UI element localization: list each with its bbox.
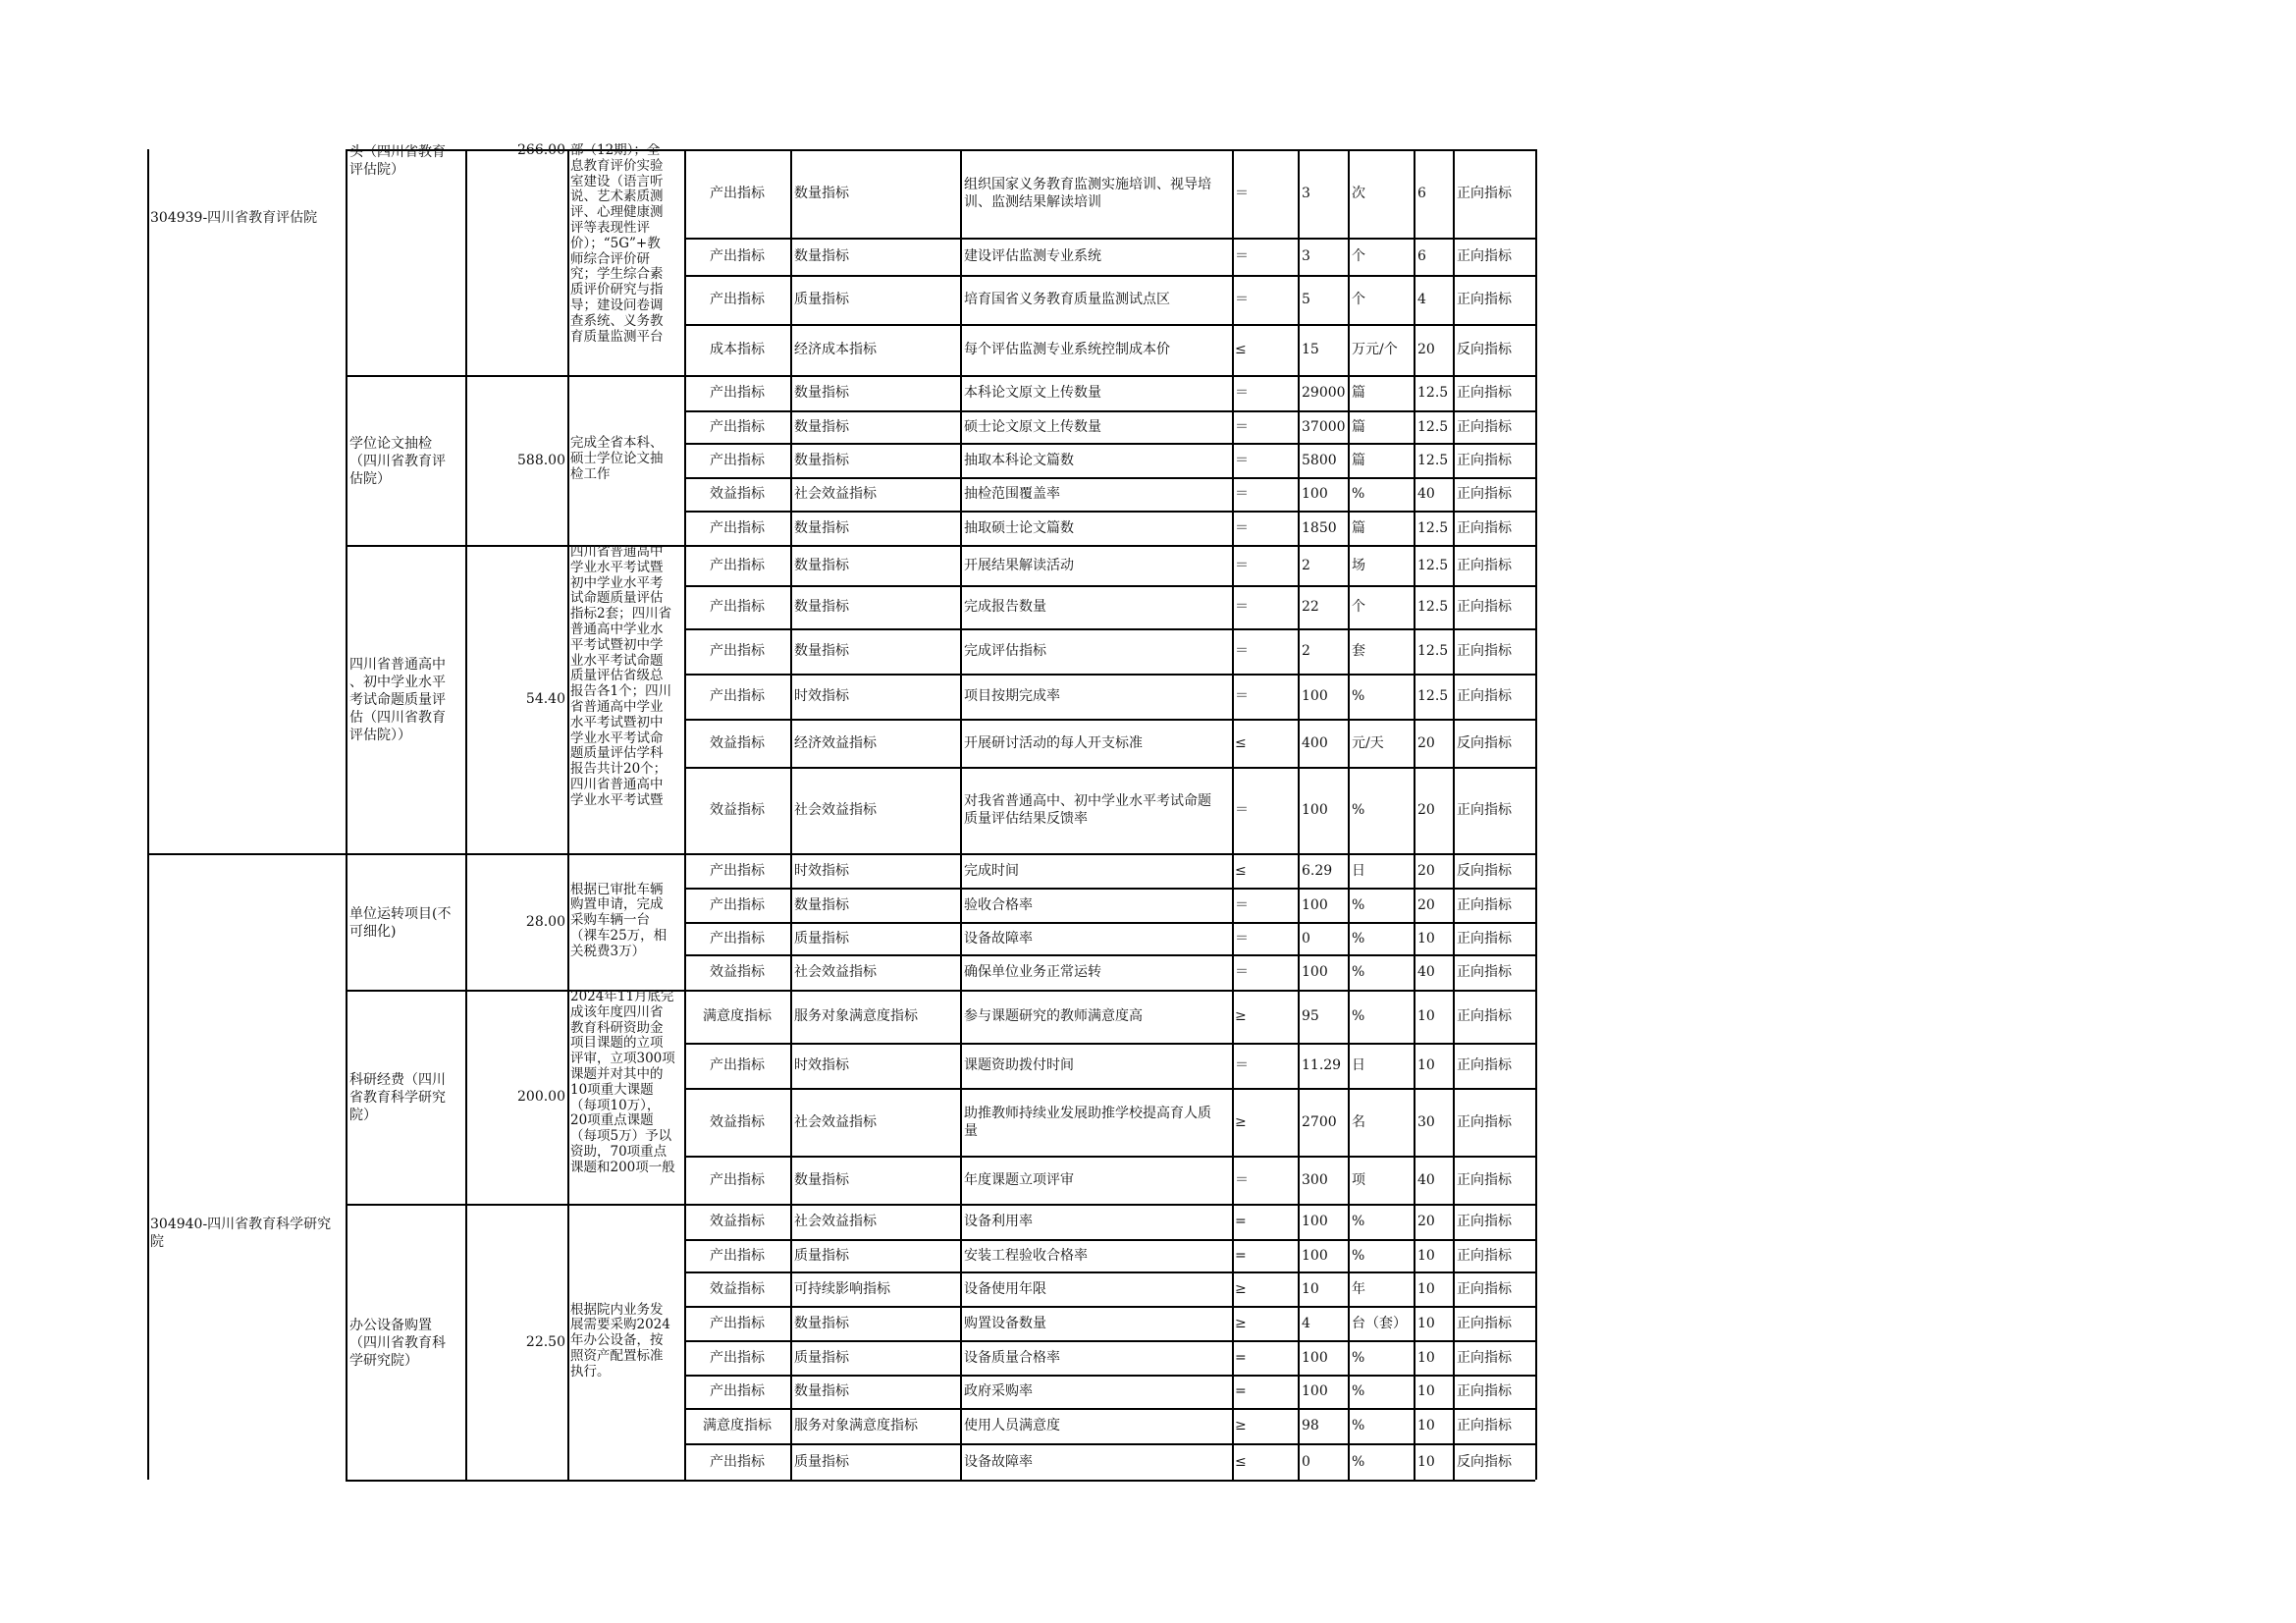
indicator-operator: ≥ — [1235, 1113, 1247, 1130]
indicator-level2: 数量指标 — [794, 385, 849, 401]
indicator-unit: 个 — [1352, 292, 1365, 307]
indicator-value: 100 — [1302, 1349, 1328, 1366]
indicator-weight: 20 — [1417, 802, 1435, 818]
grid-line — [790, 149, 792, 1480]
indicator-weight: 30 — [1417, 1113, 1435, 1130]
indicator-level1: 产出指标 — [710, 1171, 765, 1188]
indicator-weight: 20 — [1417, 734, 1435, 751]
indicator-unit: 个 — [1352, 599, 1365, 615]
indicator-level2: 社会效益指标 — [794, 964, 877, 980]
indicator-level1: 效益指标 — [710, 734, 765, 751]
indicator-weight: 40 — [1417, 486, 1435, 502]
indicator-name: 设备故障率 — [964, 930, 1033, 947]
indicator-weight: 10 — [1417, 1247, 1435, 1264]
indicator-value: 5800 — [1302, 452, 1337, 468]
indicator-name: 对我省普通高中、初中学业水平考试命题 质量评估结果反馈率 — [964, 793, 1211, 827]
indicator-name: 开展研讨活动的每人开支标准 — [964, 734, 1143, 751]
grid-line — [147, 853, 346, 855]
indicator-operator: ＝ — [1235, 418, 1249, 435]
indicator-value: 2 — [1302, 557, 1310, 573]
indicator-level1: 产出指标 — [710, 186, 765, 201]
project-name: 科研经费（四川 省教育科学研究 院） — [349, 1072, 446, 1123]
indicator-operator: ＝ — [1235, 896, 1249, 913]
indicator-value: 100 — [1302, 964, 1328, 980]
indicator-level1: 产出指标 — [710, 896, 765, 913]
grid-line — [567, 149, 569, 1480]
project-description: 完成全省本科、 硕士学位论文抽 检工作 — [570, 435, 664, 482]
indicator-value: 100 — [1302, 486, 1328, 502]
indicator-unit: 万元/个 — [1352, 342, 1398, 357]
indicator-name: 培育国省义务教育质量监测试点区 — [964, 292, 1170, 307]
indicator-unit: % — [1352, 688, 1365, 704]
indicator-direction: 反向指标 — [1457, 734, 1512, 751]
indicator-weight: 12.5 — [1417, 385, 1449, 401]
indicator-level1: 产出指标 — [710, 688, 765, 704]
indicator-level1: 效益指标 — [710, 1280, 765, 1297]
indicator-direction: 反向指标 — [1457, 1453, 1512, 1470]
indicator-level1: 产出指标 — [710, 248, 765, 264]
indicator-unit: % — [1352, 964, 1365, 980]
indicator-direction: 正向指标 — [1457, 896, 1512, 913]
indicator-unit: 元/天 — [1352, 734, 1384, 751]
indicator-unit: 个 — [1352, 248, 1365, 264]
indicator-level2: 服务对象满意度指标 — [794, 1418, 918, 1434]
indicator-level1: 效益指标 — [710, 486, 765, 502]
indicator-name: 每个评估监测专业系统控制成本价 — [964, 342, 1170, 357]
indicator-level2: 时效指标 — [794, 688, 849, 704]
indicator-operator: ＝ — [1235, 1057, 1249, 1073]
indicator-unit: 场 — [1352, 557, 1365, 573]
indicator-value: 5 — [1302, 292, 1310, 307]
indicator-name: 完成评估指标 — [964, 643, 1046, 659]
indicator-level1: 产出指标 — [710, 1057, 765, 1073]
indicator-value: 2 — [1302, 643, 1310, 659]
indicator-level2: 经济成本指标 — [794, 342, 877, 357]
indicator-unit: % — [1352, 1247, 1365, 1264]
indicator-name: 建设评估监测专业系统 — [964, 248, 1101, 264]
indicator-name: 完成报告数量 — [964, 599, 1046, 615]
indicator-value: 300 — [1302, 1171, 1328, 1188]
indicator-unit: % — [1352, 1383, 1365, 1399]
grid-line — [1298, 149, 1300, 1480]
project-name: 办公设备购置 （四川省教育科 学研究院） — [349, 1317, 446, 1369]
indicator-level2: 数量指标 — [794, 599, 849, 615]
indicator-direction: 正向指标 — [1457, 599, 1512, 615]
indicator-name: 项目按期完成率 — [964, 688, 1060, 704]
indicator-value: 100 — [1302, 688, 1328, 704]
indicator-weight: 20 — [1417, 896, 1435, 913]
indicator-level1: 产出指标 — [710, 1315, 765, 1331]
indicator-level1: 产出指标 — [710, 599, 765, 615]
indicator-level1: 满意度指标 — [703, 1418, 772, 1434]
indicator-weight: 40 — [1417, 964, 1435, 980]
indicator-value: 0 — [1302, 930, 1310, 947]
indicator-level1: 产出指标 — [710, 930, 765, 947]
indicator-value: 2700 — [1302, 1113, 1337, 1130]
project-name: 四川省普通高中 、初中学业水平 考试命题质量评 估（四川省教育 评估院）） — [349, 657, 446, 743]
indicator-direction: 正向指标 — [1457, 1418, 1512, 1434]
indicator-value: 3 — [1302, 186, 1310, 201]
indicator-name: 年度课题立项评审 — [964, 1171, 1074, 1188]
indicator-value: 4 — [1302, 1315, 1310, 1331]
indicator-value: 11.29 — [1302, 1057, 1342, 1073]
indicator-value: 98 — [1302, 1418, 1319, 1434]
indicator-unit: % — [1352, 1418, 1365, 1434]
indicator-level2: 数量指标 — [794, 519, 849, 536]
indicator-level1: 效益指标 — [710, 802, 765, 818]
indicator-unit: 名 — [1352, 1113, 1365, 1130]
indicator-direction: 正向指标 — [1457, 557, 1512, 573]
indicator-name: 参与课题研究的教师满意度高 — [964, 1008, 1143, 1024]
indicator-level1: 产出指标 — [710, 385, 765, 401]
indicator-weight: 12.5 — [1417, 599, 1449, 615]
project-description: 2024年11月底完 成该年度四川省 教育科研资助金 项目课题的立项 评审，立项300项 课题并对其中的 10项重大课题 （每项10万）， 20项重点课题 （每项5万）予以 资助，70项重点 课题和200项一般 — [570, 990, 675, 1175]
indicator-level2: 质量指标 — [794, 1453, 849, 1470]
indicator-unit: 日 — [1352, 862, 1365, 879]
grid-line — [684, 1480, 1535, 1482]
indicator-direction: 正向指标 — [1457, 486, 1512, 502]
indicator-name: 硕士论文原文上传数量 — [964, 418, 1101, 435]
indicator-weight: 40 — [1417, 1171, 1435, 1188]
indicator-unit: % — [1352, 1008, 1365, 1024]
indicator-name: 组织国家义务教育监测实施培训、视导培 训、监测结果解读培训 — [964, 177, 1211, 210]
indicator-operator: ＝ — [1235, 599, 1249, 615]
indicator-operator: ＝ — [1235, 802, 1249, 818]
project-amount: 200.00 — [517, 1089, 565, 1105]
indicator-weight: 10 — [1417, 1349, 1435, 1366]
indicator-operator: ＝ — [1235, 385, 1249, 401]
indicator-direction: 正向指标 — [1457, 1113, 1512, 1130]
grid-line — [346, 149, 347, 1480]
indicator-direction: 正向指标 — [1457, 385, 1512, 401]
indicator-weight: 12.5 — [1417, 519, 1449, 536]
indicator-weight: 10 — [1417, 1057, 1435, 1073]
indicator-value: 3 — [1302, 248, 1310, 264]
indicator-level2: 社会效益指标 — [794, 802, 877, 818]
indicator-weight: 20 — [1417, 862, 1435, 879]
indicator-level2: 数量指标 — [794, 896, 849, 913]
indicator-operator: ≥ — [1235, 1280, 1247, 1297]
indicator-weight: 10 — [1417, 1280, 1435, 1297]
indicator-operator: ≥ — [1235, 1418, 1247, 1434]
indicator-unit: 项 — [1352, 1171, 1365, 1188]
indicator-operator: ≤ — [1235, 1453, 1247, 1470]
grid-line — [147, 149, 149, 1480]
indicator-level1: 产出指标 — [710, 1247, 765, 1264]
indicator-value: 400 — [1302, 734, 1328, 751]
indicator-level2: 数量指标 — [794, 418, 849, 435]
indicator-value: 0 — [1302, 1453, 1310, 1470]
indicator-direction: 正向指标 — [1457, 1057, 1512, 1073]
indicator-level1: 产出指标 — [710, 519, 765, 536]
indicator-unit: 篇 — [1352, 418, 1365, 435]
project-name: 头（四川省教育 评估院） — [349, 144, 446, 178]
indicator-value: 100 — [1302, 896, 1328, 913]
indicator-operator: ＝ — [1235, 248, 1249, 264]
indicator-unit: % — [1352, 802, 1365, 818]
indicator-operator: ＝ — [1235, 519, 1249, 536]
indicator-direction: 正向指标 — [1457, 1315, 1512, 1331]
indicator-name: 设备故障率 — [964, 1453, 1033, 1470]
indicator-weight: 12.5 — [1417, 688, 1449, 704]
indicator-unit: 次 — [1352, 186, 1365, 201]
indicator-level1: 效益指标 — [710, 1113, 765, 1130]
project-description: 根据已审批车辆 购置申请，完成 采购车辆一台 （裸车25万，相 关税费3万） — [570, 881, 667, 959]
indicator-name: 抽取本科论文篇数 — [964, 452, 1074, 468]
indicator-operator: ＝ — [1235, 1171, 1249, 1188]
indicator-level1: 产出指标 — [710, 557, 765, 573]
indicator-operator: ≤ — [1235, 734, 1247, 751]
indicator-level1: 成本指标 — [710, 342, 765, 357]
indicator-name: 使用人员满意度 — [964, 1418, 1060, 1434]
indicator-direction: 正向指标 — [1457, 519, 1512, 536]
indicator-name: 设备利用率 — [964, 1214, 1033, 1229]
indicator-level2: 数量指标 — [794, 557, 849, 573]
indicator-direction: 正向指标 — [1457, 418, 1512, 435]
indicator-unit: % — [1352, 930, 1365, 947]
indicator-value: 100 — [1302, 1214, 1328, 1229]
project-name: 单位运转项目(不 可细化) — [349, 905, 452, 940]
indicator-unit: 套 — [1352, 643, 1365, 659]
indicator-direction: 正向指标 — [1457, 964, 1512, 980]
indicator-level2: 可持续影响指标 — [794, 1280, 890, 1297]
indicator-level1: 产出指标 — [710, 418, 765, 435]
indicator-value: 22 — [1302, 599, 1319, 615]
indicator-level1: 效益指标 — [710, 1214, 765, 1229]
indicator-unit: % — [1352, 1453, 1365, 1470]
indicator-unit: 日 — [1352, 1057, 1365, 1073]
indicator-unit: % — [1352, 896, 1365, 913]
indicator-operator: ≤ — [1235, 342, 1247, 357]
indicator-name: 抽检范围覆盖率 — [964, 486, 1060, 502]
grid-line — [1535, 149, 1537, 1480]
indicator-name: 安装工程验收合格率 — [964, 1247, 1088, 1264]
indicator-level2: 质量指标 — [794, 292, 849, 307]
indicator-level2: 时效指标 — [794, 1057, 849, 1073]
indicator-direction: 正向指标 — [1457, 1280, 1512, 1297]
grid-line — [346, 1480, 684, 1482]
project-amount: 266.00 — [517, 142, 565, 158]
indicator-unit: % — [1352, 1349, 1365, 1366]
indicator-level1: 产出指标 — [710, 292, 765, 307]
indicator-unit: % — [1352, 486, 1365, 502]
indicator-operator: ＝ — [1235, 186, 1249, 201]
indicator-direction: 正向指标 — [1457, 186, 1512, 201]
indicator-operator: = — [1235, 1247, 1247, 1264]
indicator-unit: 篇 — [1352, 519, 1365, 536]
indicator-direction: 正向指标 — [1457, 1214, 1512, 1229]
indicator-operator: = — [1235, 1383, 1247, 1399]
indicator-operator: ＝ — [1235, 964, 1249, 980]
indicator-name: 确保单位业务正常运转 — [964, 964, 1101, 980]
indicator-weight: 6 — [1417, 186, 1426, 201]
indicator-level2: 数量指标 — [794, 452, 849, 468]
project-name: 学位论文抽检 （四川省教育评 估院） — [349, 435, 446, 487]
unit-name: 304940-四川省教育科学研究院 — [150, 1217, 332, 1250]
indicator-operator: ＝ — [1235, 643, 1249, 659]
project-description: 四川省普通高中 学业水平考试暨 初中学业水平考 试命题质量评估 指标2套；四川省 普通高中学业水 平考试暨初中学 业水平考试命题 质量评估省级总 报告各1个；四川 省普通高中学业 水平考试暨初中 学业水平考试命 题质量评估学科 报告共计20个； 四川省普通高中 学业水平考试暨 — [570, 545, 672, 808]
grid-line — [1453, 149, 1455, 1480]
indicator-unit: 篇 — [1352, 452, 1365, 468]
indicator-operator: = — [1235, 1214, 1247, 1229]
indicator-weight: 10 — [1417, 1453, 1435, 1470]
indicator-unit: 台（套） — [1352, 1315, 1407, 1331]
indicator-operator: ＝ — [1235, 292, 1249, 307]
indicator-level2: 社会效益指标 — [794, 1113, 877, 1130]
indicator-level2: 服务对象满意度指标 — [794, 1008, 918, 1024]
grid-line — [1414, 149, 1415, 1480]
indicator-level1: 效益指标 — [710, 964, 765, 980]
indicator-weight: 10 — [1417, 1418, 1435, 1434]
indicator-operator: ＝ — [1235, 452, 1249, 468]
indicator-value: 37000 — [1302, 418, 1346, 435]
indicator-weight: 20 — [1417, 1214, 1435, 1229]
indicator-weight: 12.5 — [1417, 557, 1449, 573]
indicator-name: 设备使用年限 — [964, 1280, 1046, 1297]
indicator-value: 95 — [1302, 1008, 1319, 1024]
indicator-value: 1850 — [1302, 519, 1337, 536]
indicator-direction: 正向指标 — [1457, 802, 1512, 818]
indicator-name: 抽取硕士论文篇数 — [964, 519, 1074, 536]
indicator-level1: 产出指标 — [710, 862, 765, 879]
indicator-value: 100 — [1302, 1383, 1328, 1399]
indicator-value: 6.29 — [1302, 862, 1333, 879]
indicator-level2: 数量指标 — [794, 186, 849, 201]
indicator-direction: 正向指标 — [1457, 1008, 1512, 1024]
indicator-operator: ＝ — [1235, 557, 1249, 573]
project-description: 根据院内业务发 展需要采购2024 年办公设备，按 照资产配置标准 执行。 — [570, 1301, 670, 1380]
indicator-direction: 正向指标 — [1457, 248, 1512, 264]
indicator-direction: 正向指标 — [1457, 292, 1512, 307]
grid-line — [960, 149, 962, 1480]
indicator-value: 100 — [1302, 1247, 1328, 1264]
indicator-name: 本科论文原文上传数量 — [964, 385, 1101, 401]
indicator-operator: ≥ — [1235, 1315, 1247, 1331]
indicator-level1: 产出指标 — [710, 1453, 765, 1470]
indicator-name: 助推教师持续业发展助推学校提高育人质 量 — [964, 1105, 1211, 1139]
indicator-level2: 社会效益指标 — [794, 1214, 877, 1229]
indicator-direction: 正向指标 — [1457, 1383, 1512, 1399]
grid-line — [1232, 149, 1234, 1480]
indicator-value: 100 — [1302, 802, 1328, 818]
indicator-name: 政府采购率 — [964, 1383, 1033, 1399]
indicator-level2: 时效指标 — [794, 862, 849, 879]
indicator-level1: 产出指标 — [710, 1349, 765, 1366]
indicator-weight: 10 — [1417, 1008, 1435, 1024]
indicator-level1: 产出指标 — [710, 452, 765, 468]
indicator-weight: 12.5 — [1417, 418, 1449, 435]
indicator-weight: 10 — [1417, 1383, 1435, 1399]
indicator-name: 完成时间 — [964, 862, 1019, 879]
indicator-direction: 反向指标 — [1457, 342, 1512, 357]
indicator-direction: 正向指标 — [1457, 930, 1512, 947]
indicator-level2: 社会效益指标 — [794, 486, 877, 502]
indicator-name: 课题资助拨付时间 — [964, 1057, 1074, 1073]
project-amount: 54.40 — [525, 691, 565, 707]
indicator-direction: 正向指标 — [1457, 1247, 1512, 1264]
indicator-level2: 数量指标 — [794, 1315, 849, 1331]
indicator-name: 开展结果解读活动 — [964, 557, 1074, 573]
indicator-level2: 经济效益指标 — [794, 734, 877, 751]
indicator-operator: = — [1235, 1349, 1247, 1366]
indicator-operator: ≤ — [1235, 862, 1247, 879]
indicator-level2: 数量指标 — [794, 643, 849, 659]
indicator-operator: ＝ — [1235, 688, 1249, 704]
indicator-weight: 12.5 — [1417, 452, 1449, 468]
indicator-unit: % — [1352, 1214, 1365, 1229]
unit-name: 304939-四川省教育评估院 — [150, 210, 318, 226]
indicator-direction: 正向指标 — [1457, 688, 1512, 704]
indicator-level1: 满意度指标 — [703, 1008, 772, 1024]
indicator-level2: 质量指标 — [794, 930, 849, 947]
indicator-level2: 数量指标 — [794, 1383, 849, 1399]
indicator-direction: 正向指标 — [1457, 1171, 1512, 1188]
indicator-weight: 10 — [1417, 1315, 1435, 1331]
indicator-level1: 产出指标 — [710, 1383, 765, 1399]
indicator-unit: 篇 — [1352, 385, 1365, 401]
indicator-direction: 反向指标 — [1457, 862, 1512, 879]
indicator-level2: 质量指标 — [794, 1349, 849, 1366]
indicator-operator: ＝ — [1235, 930, 1249, 947]
indicator-weight: 20 — [1417, 342, 1435, 357]
indicator-operator: ≥ — [1235, 1008, 1247, 1024]
indicator-name: 购置设备数量 — [964, 1315, 1046, 1331]
grid-line — [1348, 149, 1350, 1480]
indicator-weight: 6 — [1417, 248, 1426, 264]
indicator-weight: 10 — [1417, 930, 1435, 947]
indicator-value: 15 — [1302, 342, 1319, 357]
indicator-unit: 年 — [1352, 1280, 1365, 1297]
project-amount: 28.00 — [525, 913, 565, 930]
indicator-value: 10 — [1302, 1280, 1319, 1297]
indicator-direction: 正向指标 — [1457, 643, 1512, 659]
indicator-level1: 产出指标 — [710, 643, 765, 659]
indicator-value: 29000 — [1302, 385, 1346, 401]
project-amount: 22.50 — [525, 1333, 565, 1350]
project-description: 部（12期）；全 息教育评价实验 室建设（语言听 说、艺术素质测 评、心理健康测 评等表现性评 价）；“5G”+教 师综合评价研 究；学生综合素 质评价研究与指 导；建设问卷调 查系统、义务教 育质量监测平台 — [570, 143, 664, 345]
indicator-direction: 正向指标 — [1457, 452, 1512, 468]
indicator-level2: 数量指标 — [794, 248, 849, 264]
indicator-level2: 数量指标 — [794, 1171, 849, 1188]
indicator-weight: 4 — [1417, 292, 1426, 307]
indicator-direction: 正向指标 — [1457, 1349, 1512, 1366]
indicator-level2: 质量指标 — [794, 1247, 849, 1264]
indicator-weight: 12.5 — [1417, 643, 1449, 659]
indicator-name: 设备质量合格率 — [964, 1349, 1060, 1366]
indicator-operator: ＝ — [1235, 486, 1249, 502]
project-amount: 588.00 — [517, 452, 565, 468]
indicator-name: 验收合格率 — [964, 896, 1033, 913]
